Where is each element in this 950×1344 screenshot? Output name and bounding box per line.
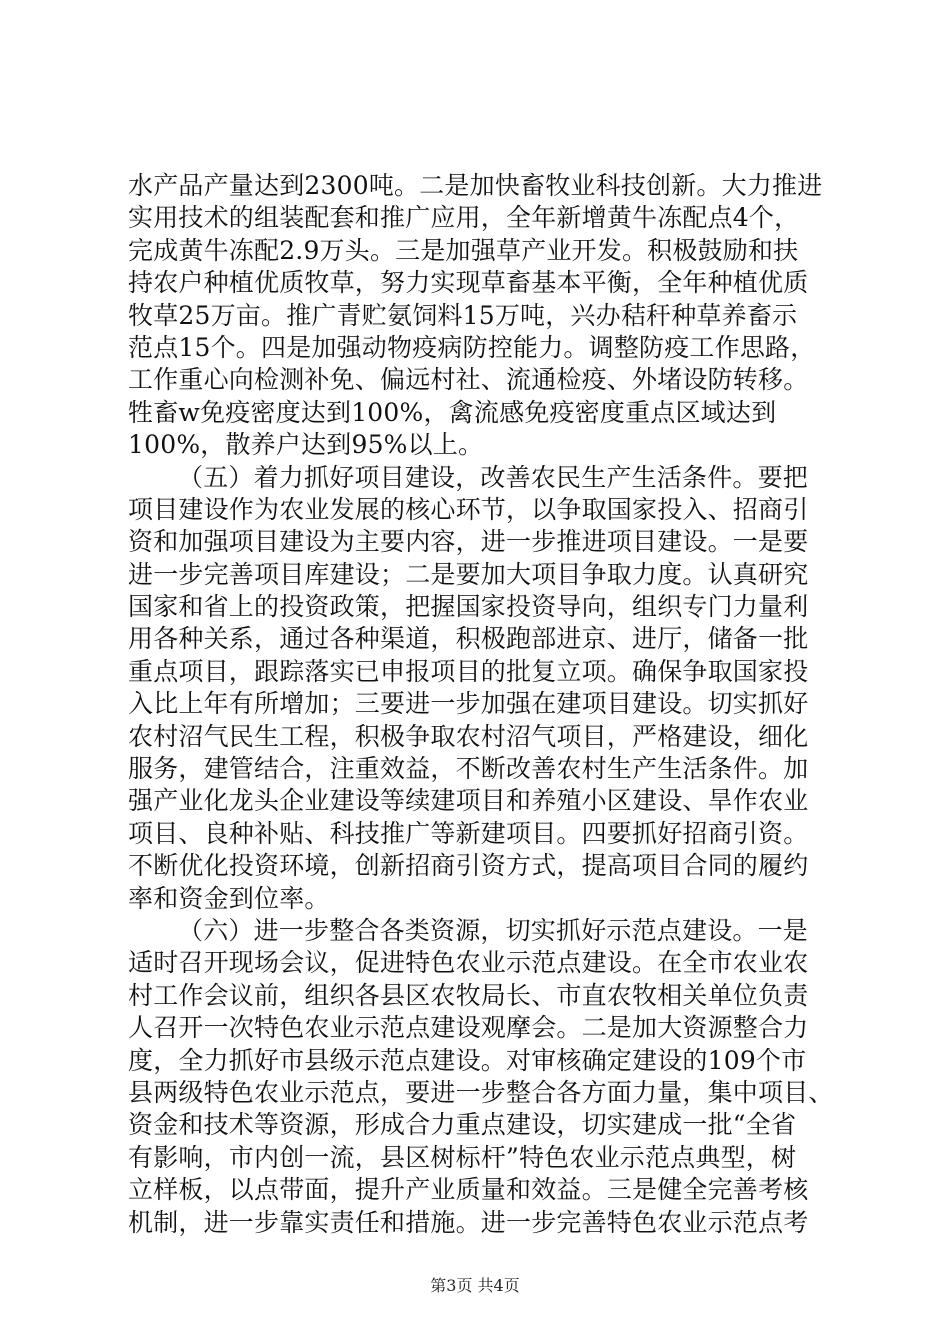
text-line: 进一步完善项目库建设；二是要加大项目争取力度。认真研究 (128, 559, 809, 589)
text-line: 工作重心向检测补免、偏远村社、流通检疫、外堵设防转移。 (128, 365, 809, 395)
text-line: 牲畜w免疫密度达到100%，禽流感免疫密度重点区域达到 (128, 397, 777, 427)
text-line: 实用技术的组装配套和推广应用，全年新增黄牛冻配点4个， (128, 203, 800, 233)
text-line: 强产业化龙头企业建设等续建项目和养殖小区建设、旱作农业 (128, 786, 809, 816)
text-line: 适时召开现场会议，促进特色农业示范点建设。在全市农业农 (128, 948, 809, 978)
text-line: 机制，进一步靠实责任和措施。进一步完善特色农业示范点考 (128, 1207, 809, 1237)
text-line: 水产品产量达到2300吨。二是加快畜牧业科技创新。大力推进 (128, 171, 823, 200)
text-line: 农村沼气民生工程，积极争取农村沼气项目，严格建设，细化 (128, 721, 809, 751)
text-line: （六）进一步整合各类资源，切实抓好示范点建设。一是 (178, 915, 809, 945)
body-text (128, 170, 838, 1239)
text-line: 重点项目，跟踪落实已申报项目的批复立项。确保争取国家投 (128, 656, 809, 686)
text-line: 牧草25万亩。推广青贮氨饲料15万吨，兴办秸秆种草养畜示 (128, 300, 798, 330)
text-line: 度，全力抓好市县级示范点建设。对审核确定建设的109个市 (128, 1045, 807, 1075)
text-line: 持农户种植优质牧草，努力实现草畜基本平衡，全年种植优质 (128, 268, 809, 298)
text-line: 范点15个。四是加强动物疫病防控能力。调整防疫工作思路， (128, 332, 816, 362)
text-line: 不断优化投资环境，创新招商引资方式，提高项目合同的履约 (128, 851, 809, 881)
text-line: 资和加强项目建设为主要内容，进一步推进项目建设。一是要 (128, 527, 809, 557)
text-line: 项目、良种补贴、科技推广等新建项目。四要抓好招商引资。 (128, 818, 809, 848)
text-line: 立样板，以点带面，提升产业质量和效益。三是健全完善考核 (128, 1175, 809, 1205)
text-line: （五）着力抓好项目建设，改善农民生产生活条件。要把 (178, 462, 809, 492)
text-line: 村工作会议前，组织各县区农牧局长、市直农牧相关单位负责 (128, 980, 809, 1010)
text-line: 人召开一次特色农业示范点建设观摩会。二是加大资源整合力 (128, 1013, 809, 1043)
page-footer: 第3页 共4页 (430, 1276, 520, 1295)
text-line: 县两级特色农业示范点，要进一步整合各方面力量，集中项目、 (128, 1077, 834, 1107)
text-line: 入比上年有所增加；三要进一步加强在建项目建设。切实抓好 (128, 689, 809, 719)
text-line: 用各种关系，通过各种渠道，积极跑部进京、进厅，储备一批 (128, 624, 809, 654)
text-line: 率和资金到位率。 (128, 883, 330, 913)
text-line: 资金和技术等资源，形成合力重点建设，切实建成一批“全省 (128, 1110, 797, 1140)
text-line: 有影响，市内创一流，县区树标杆”特色农业示范点典型，树 (128, 1142, 797, 1172)
text-line: 100%，散养户达到95%以上。 (128, 430, 484, 460)
text-line: 完成黄牛冻配2.9万头。三是加强草产业开发。积极鼓励和扶 (128, 235, 799, 265)
text-line: 国家和省上的投资政策，把握国家投资导向，组织专门力量利 (128, 592, 809, 622)
text-line: 项目建设作为农业发展的核心环节，以争取国家投入、招商引 (128, 494, 809, 524)
text-line: 服务，建管结合，注重效益，不断改善农村生产生活条件。加 (128, 754, 809, 784)
